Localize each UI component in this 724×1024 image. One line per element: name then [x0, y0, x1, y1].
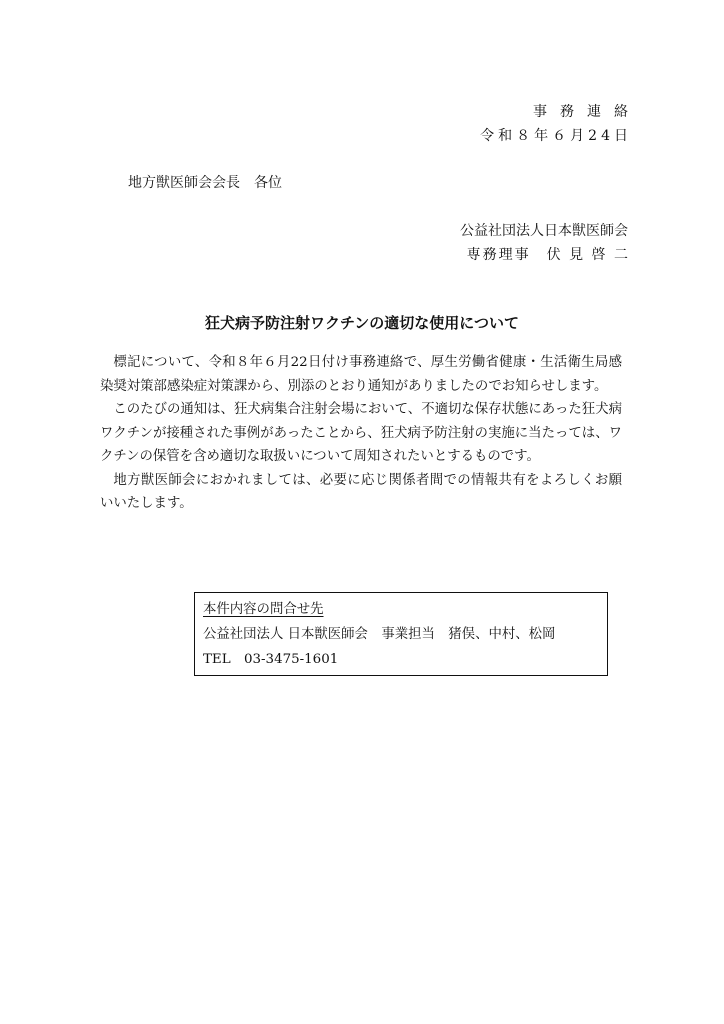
addressee: 地方獣医師会会長 各位 [128, 175, 282, 191]
body-paragraph: 地方獣医師会におかれましては、必要に応じ関係者間での情報共有をよろしくお願いいたします。 [100, 472, 622, 511]
contact-phone: TEL 03-3475-1601 [203, 652, 339, 667]
body-paragraph: 標記について、令和８年６月22日付け事務連絡で、厚生労働省健康・生活衛生局感染奨対策部感染症対策課から、別添のとおり通知がありましたのでお知らせします。 [100, 355, 622, 394]
contact-organization: 公益社団法人 日本獣医師会 事業担当 猪俣、中村、松岡 [203, 627, 556, 642]
body-paragraph: このたびの通知は、狂犬病集合注射会場において、不適切な保存状態にあった狂犬病ワクチンが接種された事例があったことから、狂犬病予防注射の実施に当たっては、ワクチンの保管を含め適切な取扱いについて周知されたいとするものです。 [100, 402, 622, 464]
document-type: 事務連絡 [533, 104, 641, 120]
document-body [100, 351, 622, 516]
sender-organization: 公益社団法人日本獣医師会 [460, 223, 628, 239]
document-title: 狂犬病予防注射ワクチンの適切な使用について [205, 314, 519, 332]
document-date: 令和８年６月24日 [480, 128, 632, 144]
contact-heading: 本件内容の問合せ先 [203, 602, 324, 617]
sender-person: 専務理事 伏 見 啓 二 [466, 247, 630, 263]
contact-box [194, 592, 608, 676]
